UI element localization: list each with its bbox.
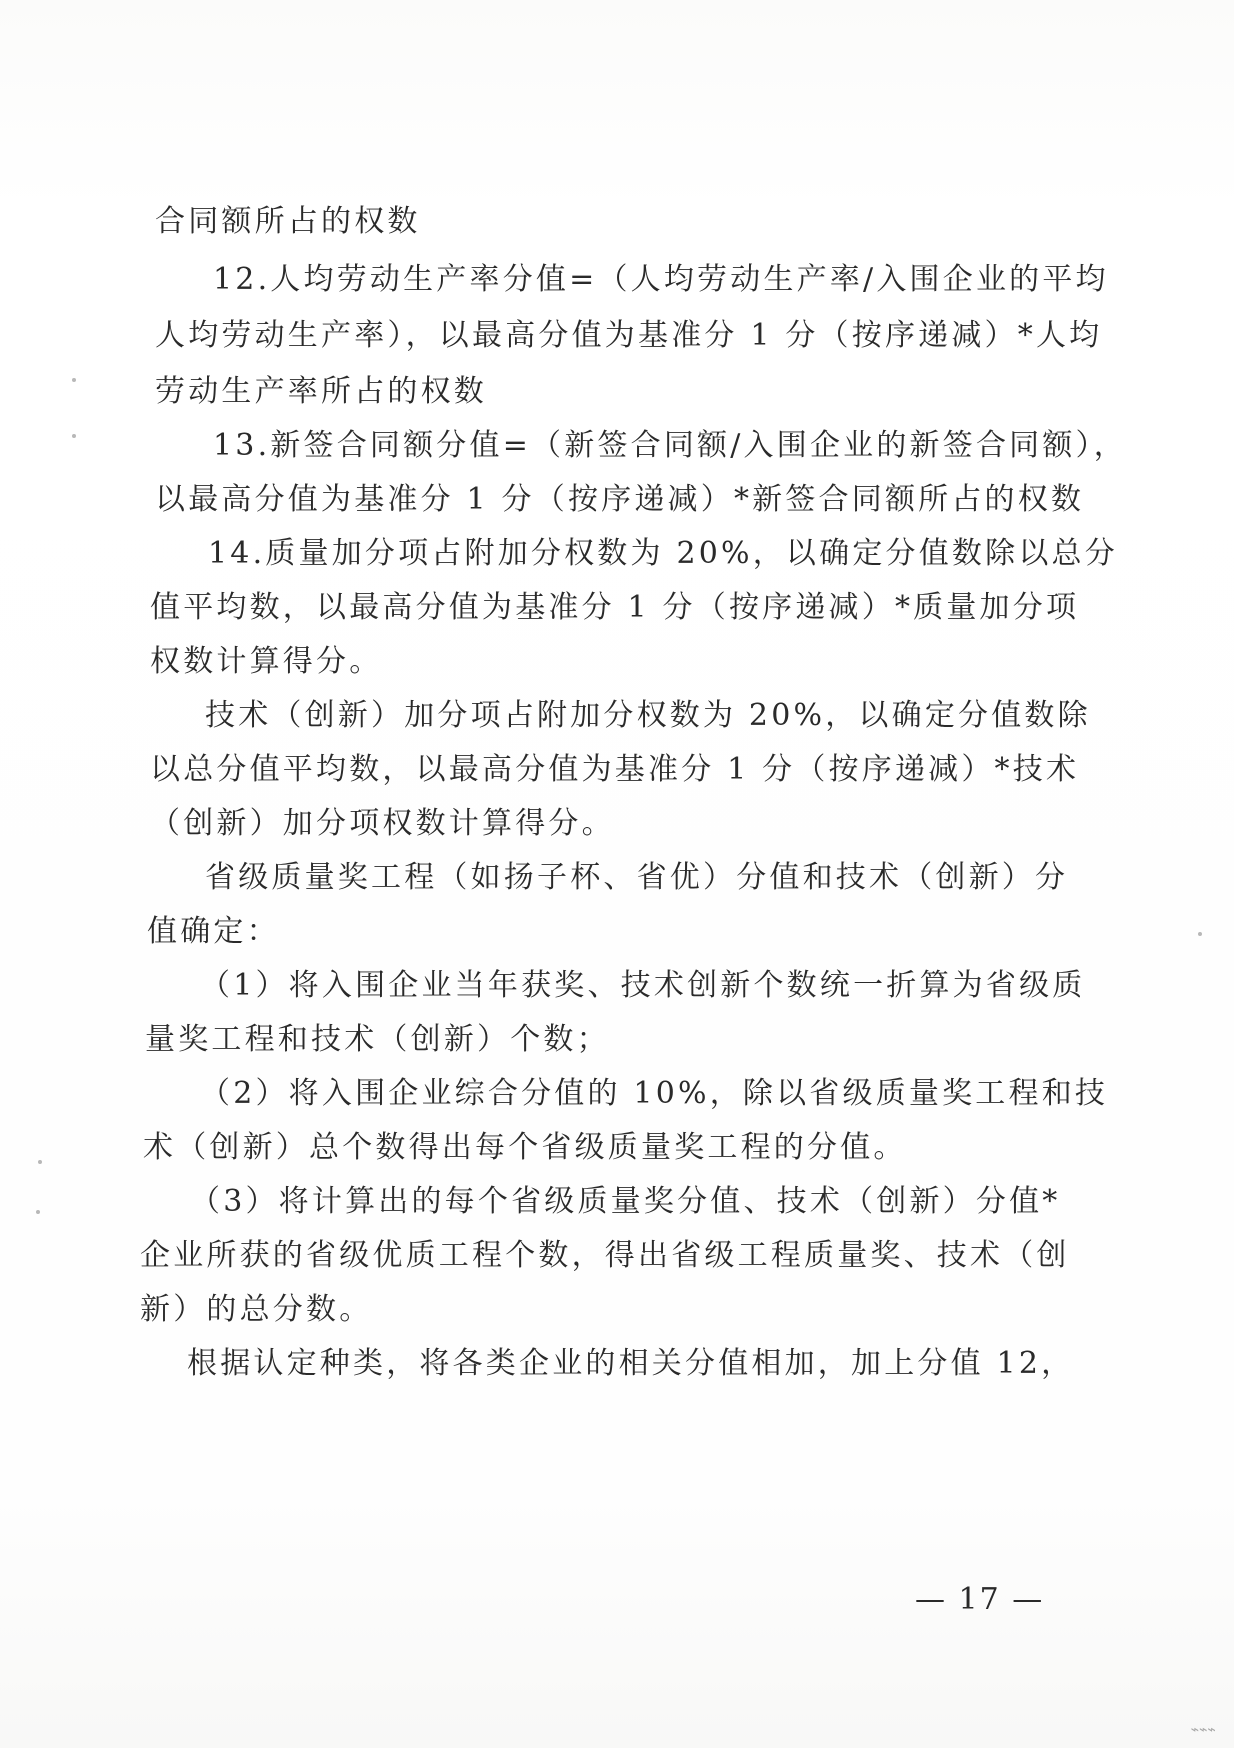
text-line: 人均劳动生产率），以最高分值为基准分 1 分（按序递减）*人均: [155, 318, 1103, 353]
text-line: 12.人均劳动生产率分值=（人均劳动生产率/入围企业的平均: [213, 262, 1109, 297]
text-line: 值确定：: [147, 914, 280, 949]
text-line: （3）将计算出的每个省级质量奖分值、技术（创新）分值*: [190, 1184, 1061, 1219]
text-line: 合同额所占的权数: [155, 204, 421, 239]
text-line: 14.质量加分项占附加分权数为 20%，以确定分值数除以总分: [208, 536, 1118, 571]
text-line: 技术（创新）加分项占附加分权数为 20%，以确定分值数除: [205, 698, 1091, 733]
scan-speck: [36, 1210, 40, 1214]
text-line: 13.新签合同额分值=（新签合同额/入围企业的新签合同额），: [213, 428, 1127, 463]
text-line: 以最高分值为基准分 1 分（按序递减）*新签合同额所占的权数: [155, 482, 1085, 517]
text-line: 省级质量奖工程（如扬子杯、省优）分值和技术（创新）分: [205, 860, 1069, 895]
scan-speck: [38, 1160, 42, 1164]
page-number: — 17 —: [915, 1582, 1045, 1617]
scan-speck: [1198, 932, 1202, 936]
text-line: 根据认定种类，将各类企业的相关分值相加，加上分值 12，: [187, 1346, 1075, 1381]
watermark: ⌁⌁⌁: [1190, 1722, 1216, 1738]
text-line: （2）将入围企业综合分值的 10%，除以省级质量奖工程和技: [200, 1076, 1109, 1111]
text-line: （创新）加分项权数计算得分。: [150, 806, 615, 841]
text-line: 企业所获的省级优质工程个数，得出省级工程质量奖、技术（创: [140, 1238, 1070, 1273]
text-line: 术（创新）总个数得出每个省级质量奖工程的分值。: [143, 1130, 907, 1165]
text-line: 值平均数，以最高分值为基准分 1 分（按序递减）*质量加分项: [150, 590, 1080, 625]
scan-speck: [72, 378, 76, 382]
text-line: 权数计算得分。: [150, 644, 383, 679]
scan-speck: [72, 434, 76, 438]
text-line: 量奖工程和技术（创新）个数；: [145, 1022, 610, 1057]
text-line: 以总分值平均数，以最高分值为基准分 1 分（按序递减）*技术: [150, 752, 1080, 787]
text-line: 劳动生产率所占的权数: [155, 374, 487, 409]
text-line: （1）将入围企业当年获奖、技术创新个数统一折算为省级质: [200, 968, 1086, 1003]
text-line: 新）的总分数。: [140, 1292, 373, 1327]
